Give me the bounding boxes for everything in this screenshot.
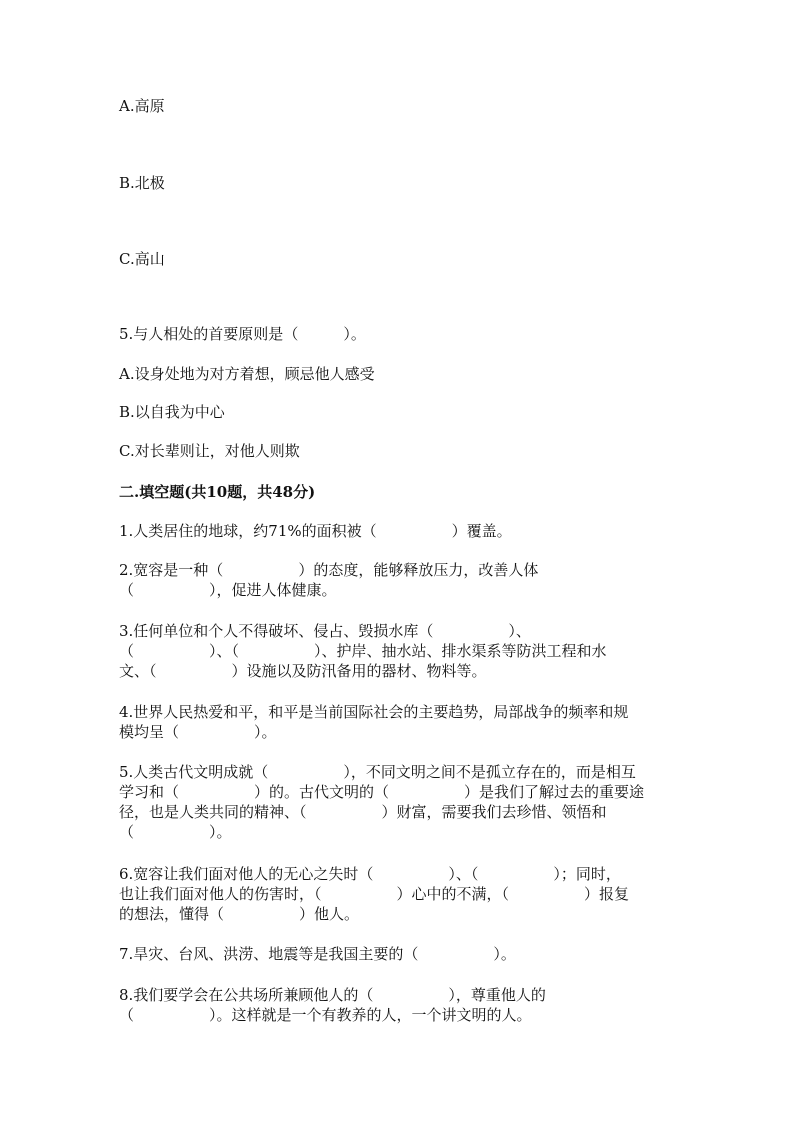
fill-question-3-line-1: 3.任何单位和个人不得破坏、侵占、毁损水库（ ）、: [119, 622, 531, 640]
fill-question-5-line-2: 学习和（ ）的。古代文明的（ ）是我们了解过去的重要途: [119, 783, 645, 801]
fill-question-4-line-2: 模均呈（ ）。: [119, 723, 277, 741]
fill-question-6-line-1: 6.宽容让我们面对他人的无心之失时（ ）、（ ）；同时，: [119, 865, 621, 883]
fill-question-7-line-1: 7.旱灾、台风、洪涝、地震等是我国主要的（ ）。: [119, 945, 516, 963]
fill-question-2-line-2: （ ），促进人体健康。: [119, 581, 337, 599]
option-c-mountain: C.高山: [119, 250, 165, 268]
fill-question-2-line-1: 2.宽容是一种（ ）的态度，能够释放压力，改善人体: [119, 561, 539, 579]
fill-question-3-line-2: （ ）、（ ）、护岸、抽水站、排水渠系等防洪工程和水: [119, 642, 607, 660]
fill-question-4-line-1: 4.世界人民热爱和平，和平是当前国际社会的主要趋势，局部战争的频率和规: [119, 703, 629, 721]
fill-question-5-line-3: 径，也是人类共同的精神、（ ）财富，需要我们去珍惜、领悟和: [119, 803, 607, 821]
question-5-option-c: C.对长辈则让，对他人则欺: [119, 442, 300, 460]
fill-question-6-line-3: 的想法，懂得（ ）他人。: [119, 905, 360, 923]
fill-question-8-line-2: （ ）。这样就是一个有教养的人，一个讲文明的人。: [119, 1006, 532, 1024]
fill-question-3-line-3: 文、（ ）设施以及防汛备用的器材、物料等。: [119, 662, 487, 680]
fill-question-6-line-2: 也让我们面对他人的伤害时，（ ）心中的不满，（ ）报复: [119, 885, 630, 903]
fill-question-5-line-4: （ ）。: [119, 823, 232, 841]
option-a-plateau: A.高原: [119, 97, 165, 115]
question-5-option-a: A.设身处地为对方着想，顾忌他人感受: [119, 365, 375, 383]
option-b-arctic: B.北极: [119, 174, 165, 192]
fill-question-8-line-1: 8.我们要学会在公共场所兼顾他人的（ ），尊重他人的: [119, 986, 546, 1004]
fill-question-1-line-1: 1.人类居住的地球，约71%的面积被（ ）覆盖。: [119, 522, 512, 540]
section-2-heading: 二.填空题(共10题，共48分): [119, 483, 316, 501]
question-5-option-b: B.以自我为中心: [119, 403, 225, 421]
fill-question-5-line-1: 5.人类古代文明成就（ ），不同文明之间不是孤立存在的，而是相互: [119, 763, 636, 781]
question-5-stem: 5.与人相处的首要原则是（ ）。: [119, 325, 366, 343]
